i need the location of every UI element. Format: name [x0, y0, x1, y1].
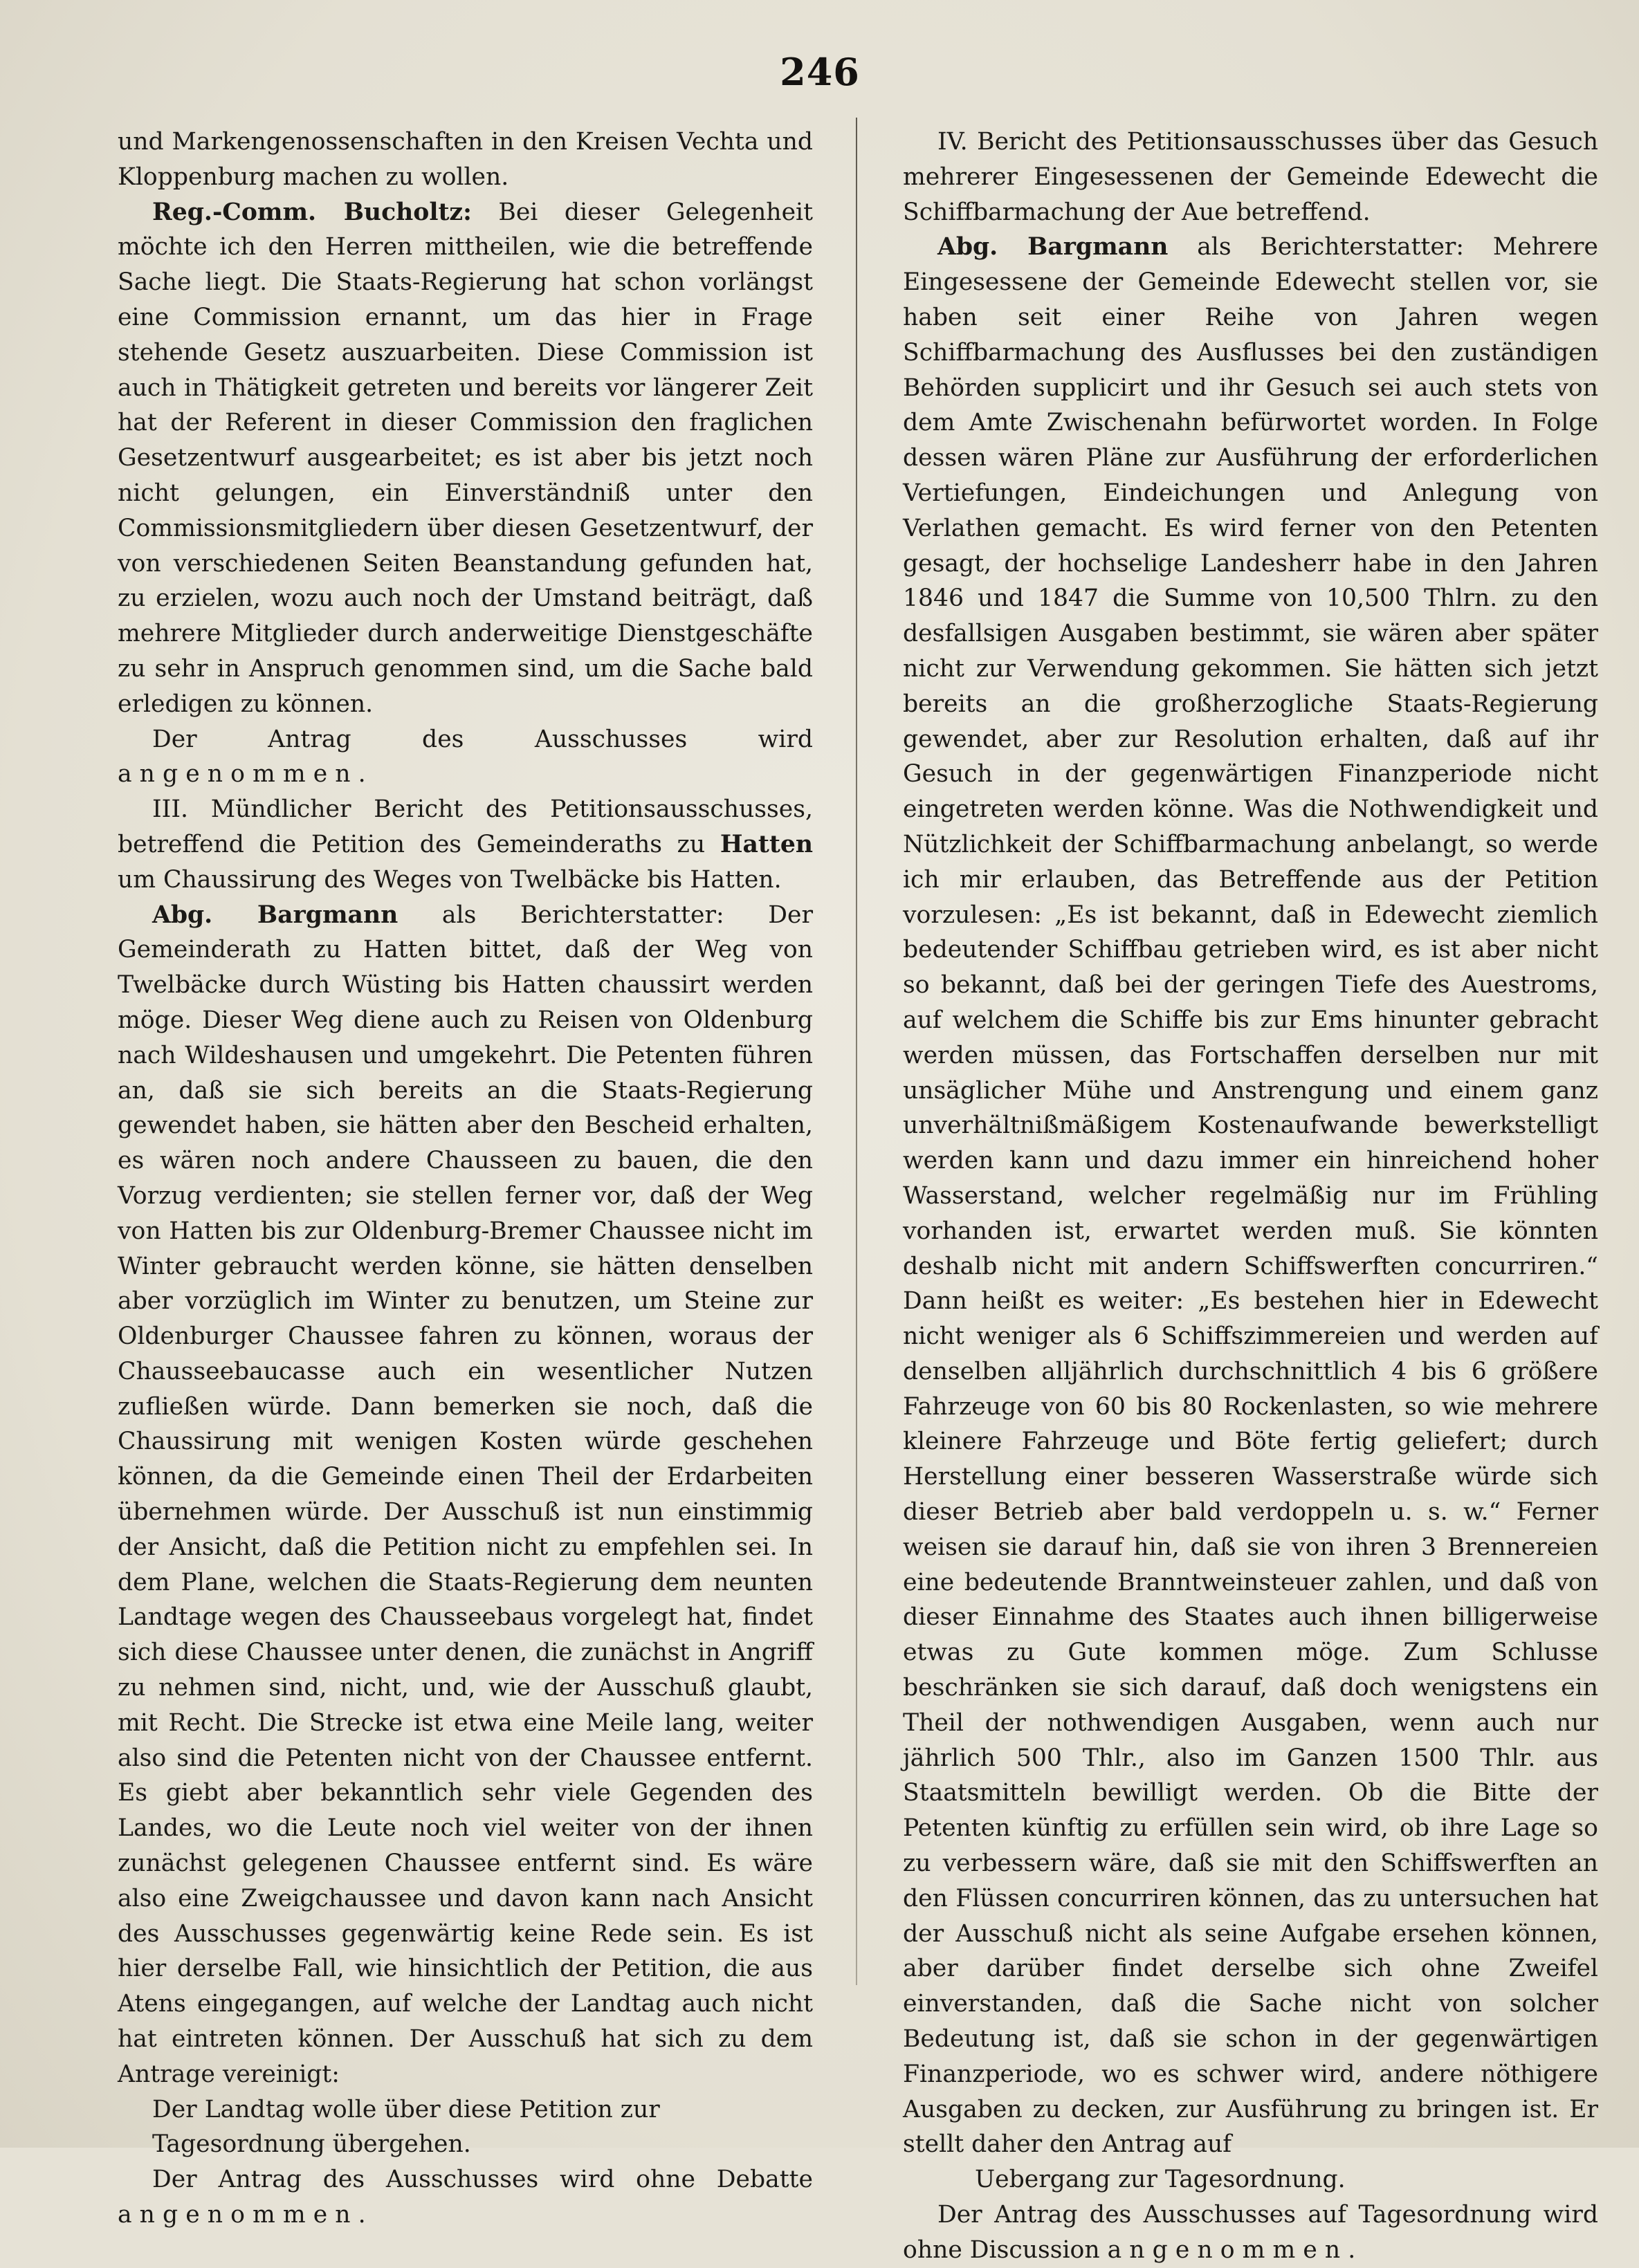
resolution-result: angenommen.: [1107, 2235, 1364, 2264]
section-heading-iv: IV. Bericht des Petitionsausschusses über das Gesuch mehrerer Eingesessenen der Gemeinde Edewecht die Schiffbarmachung der Aue betreffend.: [903, 128, 1598, 226]
left-column: [118, 125, 813, 2233]
resolution-result: angenommen.: [118, 2201, 374, 2229]
resolution-text: Der Antrag des Ausschusses wird ohne Debatte: [152, 2166, 813, 2194]
resolution-text: Der Antrag des Ausschusses wird: [152, 725, 813, 753]
speech-text: als Berichterstatter: Mehrere Eingesessene der Gemeinde Edewecht stellen vor, sie haben seit einer Reihe von Jahren wegen Schiffbarmachung des Ausflusses bei den zuständigen Behörden supplicirt und ihr Gesuch sei auch stets von dem Amte Zwischenahn befürwortet worden. In Folge dessen wären Pläne zur Ausführung der erforderlichen Vertiefungen, Eindeichungen und Anlegung von Verlathen gemacht. Es wird ferner von den Petenten gesagt, der hochselige Landesherr habe in den Jahren 1846 und 1847 die Summe von 10,500 Thlrn. zu den desfallsigen Ausgaben bestimmt, sie wären aber später nicht zur Verwendung gekommen. Sie hätten sich jetzt bereits an die großherzogliche Staats-Regierung gewendet, aber zur Resolution erhalten, daß auf ihr Gesuch in der gegenwärtigen Finanzperiode nicht eingetreten werden könne. Was die Nothwendigkeit und Nützlichkeit der Schiffbarmachung anbelangt, so werde ich mir erlauben, das Betreffende aus der Petition vorzulesen: „Es ist bekannt, daß in Edewecht ziemlich bedeutender Schiffbau getrieben wird, es ist aber nicht so bekannt, daß bei der geringen Tiefe des Auestroms, auf welchem die Schiffe bis zur Ems hinunter gebracht werden müssen, das Fortschaffen derselben nur mit unsäglicher Mühe und Anstrengung und einem ganz unverhältnißmäßigem Kostenaufwande bewerkstelligt werden kann und dazu immer ein hinreichend hoher Wasserstand, welcher regelmäßig nur im Frühling vorhanden ist, erwartet werden muß. Sie könnten deshalb nicht mit andern Schiffswerften concurriren.“ Dann heißt es weiter: „Es bestehen hier in Edewecht nicht weniger als 6 Schiffszimmereien und werden auf denselben alljährlich durchschnittlich 4 bis 6 größere Fahrzeuge von 60 bis 80 Rockenlasten, so wie mehrere kleinere Fahrzeuge und Böte fertig geliefert; durch Herstellung einer besseren Wasserstraße würde sich dieser Betrieb aber bald verdoppeln u. s. w.“ Ferner weisen sie darauf hin, daß sie von ihren 3 Brennereien eine bedeutende Branntweinsteuer zahlen, und daß von dieser Einnahme des Staates auch ihnen billigerweise etwas zu Gute kommen möge. Zum Schlusse beschränken sie sich darauf, daß doch wenigstens ein Theil der nothwendigen Ausgaben, wenn auch nur jährlich 500 Thlr., also im Ganzen 1500 Thlr. aus Staatsmitteln bewilligt werden. Ob die Bitte der Petenten künftig zu erfüllen sein wird, ob ihre Lage so zu verbessern wäre, daß sie mit den Schiffswerften an den Flüssen concurriren können, das zu untersuchen hat der Ausschuß nicht als seine Aufgabe ersehen können, aber darüber findet derselbe sich ohne Zweifel einverstanden, daß die Sache nicht von solcher Bedeutung ist, daß sie schon in der gegenwärtigen Finanzperiode, wo es schwer wird, andere nöthigere Ausgaben zu decken, zur Ausführung zu bringen ist. Er stellt daher den Antrag auf: [903, 233, 1599, 2159]
resolution-3: [903, 2197, 1598, 2268]
heading-text-end: um Chaussirung des Weges von Twelbäcke bis Hatten.: [118, 865, 782, 894]
column-divider: [856, 118, 857, 1985]
speech-bargmann-1: [118, 898, 813, 2092]
resolution-2: [118, 2162, 813, 2233]
continuation-paragraph: und Markengenossenschaften in den Kreisen Vechta und Kloppenburg machen zu wollen.: [118, 128, 813, 191]
place-name: Hatten: [720, 830, 813, 858]
speaker-name: Reg.-Comm. Bucholtz:: [152, 198, 472, 226]
page-number: 246: [780, 50, 860, 94]
motion-text: Der Landtag wolle über diese Petition zur Tagesordnung übergehen.: [152, 2095, 660, 2159]
speech-bucholtz: [118, 195, 813, 722]
right-column: [903, 125, 1598, 2268]
speaker-name: Abg. Bargmann: [937, 233, 1169, 261]
speech-text: als Berichterstatter: Der Gemeinderath zu Hatten bittet, daß der Weg von Twelbäcke durch Wüsting bis Hatten chaussirt werden möge. Dieser Weg diene auch zu Reisen von Oldenburg nach Wildeshausen und umgekehrt. Die Petenten führen an, daß sie sich bereits an die Staats-Regierung gewendet haben, sie hätten aber den Bescheid erhalten, es wären noch andere Chausseen zu bauen, die den Vorzug verdienten; sie stellen ferner vor, daß der Weg von Hatten bis zur Oldenburg-Bremer Chaussee nicht im Winter gebraucht werden könne, sie hätten denselben aber vorzüglich im Winter zu benutzen, um Steine zur Oldenburger Chaussee fahren zu können, woraus der Chausseebaucasse auch ein wesentlicher Nutzen zufließen würde. Dann bemerken sie noch, daß die Chaussirung mit wenigen Kosten würde geschehen können, da die Gemeinde einen Theil der Erdarbeiten übernehmen würde. Der Ausschuß ist nun einstimmig der Ansicht, daß die Petition nicht zu empfehlen sei. In dem Plane, welchen die Staats-Regierung dem neunten Landtage wegen des Chausseebaus vorgelegt hat, findet sich diese Chaussee unter denen, die zunächst in Angriff zu nehmen sind, nicht, und, wie der Ausschuß glaubt, mit Recht. Die Strecke ist etwa eine Meile lang, weiter also sind die Petenten nicht von der Chaussee entfernt. Es giebt aber bekanntlich sehr viele Gegenden des Landes, wo die Leute noch viel weiter von der ihnen zunächst gelegenen Chaussee entfernt sind. Es wäre also eine Zweigchaussee und davon kann nach Ansicht des Ausschusses gegenwärtig keine Rede sein. Es ist hier derselbe Fall, wie hinsichtlich der Petition, die aus Atens eingegangen, auf welche der Landtag auch nicht hat eintreten können. Der Ausschuß hat sich zu dem Antrage vereinigt:: [118, 901, 814, 2088]
motion-text: Uebergang zur Tagesordnung.: [975, 2166, 1346, 2194]
resolution-text: Der Antrag des Ausschusses auf Tagesordnung wird ohne Discussion: [903, 2201, 1598, 2264]
speech-bargmann-2: [903, 230, 1598, 2162]
speech-text: Bei dieser Gelegenheit möchte ich den Herren mittheilen, wie die betreffende Sache liegt. Die Staats-Regierung hat schon vorlängst eine Commission ernannt, um das hier in Frage stehende Gesetz auszuarbeiten. Diese Commission ist auch in Thätigkeit getreten und bereits vor längerer Zeit hat der Referent in dieser Commission den fraglichen Gesetzentwurf ausgearbeitet; es ist aber bis jetzt noch nicht gelungen, ein Einverständniß unter den Commissionsmitgliedern über diesen Gesetzentwurf, der von verschiedenen Seiten Beanstandung gefunden hat, zu erzielen, wozu auch noch der Umstand beiträgt, daß mehrere Mitglieder durch anderweitige Dienstgeschäfte zu sehr in Anspruch genommen sind, um die Sache bald erledigen zu können.: [118, 198, 813, 718]
speaker-name: Abg. Bargmann: [152, 901, 399, 929]
heading-text-start: III. Mündlicher Bericht des Petitionsausschusses, betreffend die Petition des Gemeinderaths zu: [118, 795, 813, 858]
resolution-1: [118, 722, 813, 793]
section-heading-iii: [118, 792, 813, 897]
resolution-result: angenommen.: [118, 760, 374, 789]
